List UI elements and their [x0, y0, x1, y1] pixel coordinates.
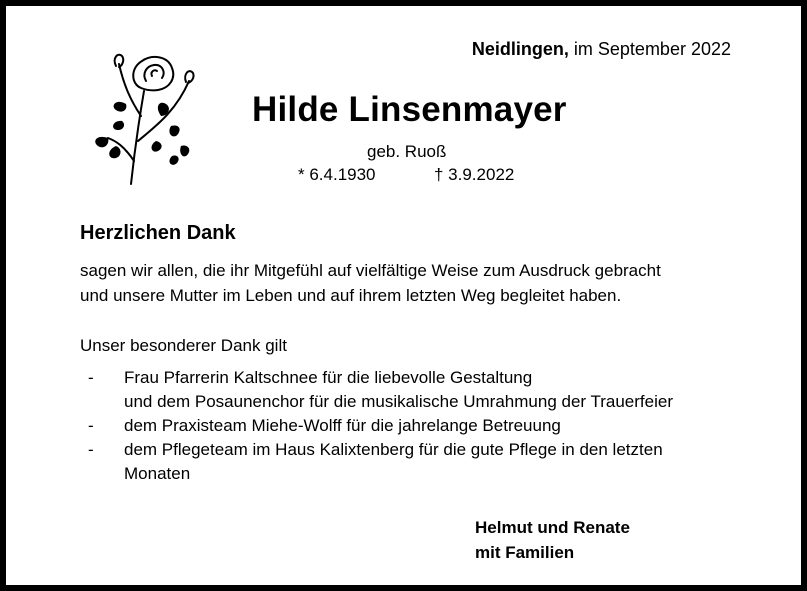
list-dash: - [88, 368, 94, 387]
list-item-line: Frau Pfarrerin Kaltschnee für die liebevolle Gestaltung [124, 368, 533, 387]
signature-line: Helmut und Renate [475, 518, 630, 537]
list-dash: - [88, 416, 94, 435]
birth-date: * 6.4.1930 [298, 165, 376, 184]
signature [475, 515, 630, 565]
thanks-list [80, 366, 760, 486]
list-item-line: dem Praxisteam Miehe-Wolff für die jahrelange Betreuung [124, 416, 561, 435]
list-item [80, 414, 760, 438]
paragraph-line: und unsere Mutter im Leben und auf ihrem letzten Weg begleitet haben. [80, 286, 622, 305]
special-thanks-intro: Unser besonderer Dank gilt [80, 336, 287, 355]
list-item [80, 366, 760, 414]
list-item-line: Monaten [124, 464, 191, 483]
place-name: Neidlingen, [471, 39, 569, 59]
deceased-name: Hilde Linsenmayer [252, 90, 567, 129]
notice-date: im September 2022 [573, 39, 731, 59]
paragraph-line: sagen wir allen, die ihr Mitgefühl auf vielfältige Weise zum Ausdruck gebracht [80, 261, 661, 280]
signature-line: mit Familien [475, 543, 575, 562]
list-item-line: dem Pflegeteam im Haus Kalixtenberg für die gute Pflege in den letzten [124, 440, 663, 459]
list-dash: - [88, 440, 94, 459]
list-item [80, 438, 760, 486]
thanks-paragraph [80, 258, 760, 308]
birth-name: geb. Ruoß [367, 142, 447, 161]
death-date: † 3.9.2022 [434, 165, 515, 184]
rose-icon [86, 46, 206, 186]
thanks-heading: Herzlichen Dank [80, 222, 236, 244]
place-date [472, 39, 731, 60]
list-item-line: und dem Posaunenchor für die musikalische Umrahmung der Trauerfeier [124, 392, 673, 411]
